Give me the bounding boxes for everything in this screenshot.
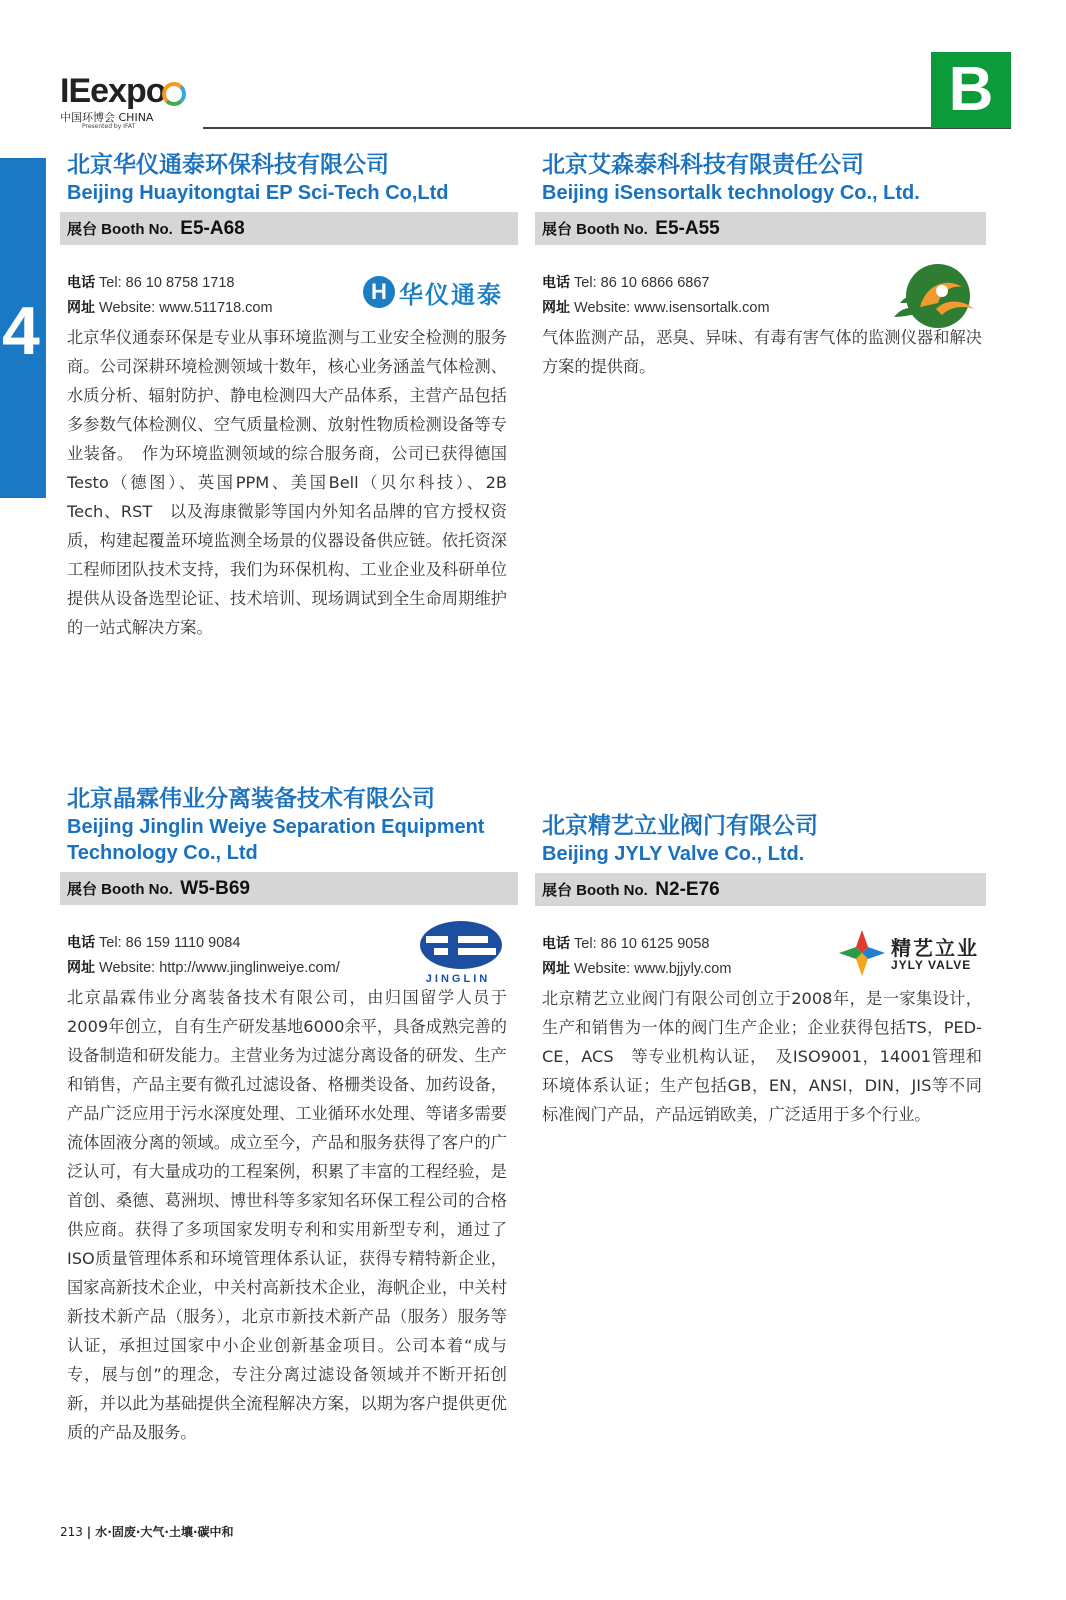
tel-row xyxy=(542,272,709,292)
exhibitor-entry-huayitongtai xyxy=(60,150,524,642)
contact-block xyxy=(535,245,986,323)
company-name-cn: 北京晶霖伟业分离装备技术有限公司 xyxy=(67,786,435,812)
company-name-en: Beijing Huayitongtai EP Sci-Tech Co,Ltd xyxy=(67,182,449,204)
booth-number: E5-A55 xyxy=(655,218,720,239)
company-description: 北京精艺立业阀门有限公司创立于2008年，是一家集设计，生产和销售为一体的阀门生产企业；企业获得包括TS，PED-CE，ACS 等专业机构认证， 及ISO9001，14001管理和环境体系认证；生产包括GB，EN，ANSI，DIN，JIS等不同标准阀门产品，产品远销欧美，广泛适用于多个行业。 xyxy=(542,989,982,1124)
tel-value: Tel: 86 10 6866 6867 xyxy=(574,275,710,291)
logo-ring-icon xyxy=(162,82,186,106)
website-row xyxy=(542,958,731,978)
company-description: 北京华仪通泰环保是专业从事环境监测与工业安全检测的服务商。公司深耕环境检测领域十数年，核心业务涵盖气体检测、水质分析、辐射防护、静电检测四大产品体系，主营产品包括多参数气体检测仪、空气质量检测、放射性物质检测设备等专业装备。 作为环境监测领域的综合服务商，公司已获得德国Testo（德图）、英国PPM、美国Bell（贝尔科技）、2B Tech、RST 以及海康微影等国内外知名品牌的官方授权资质，构建起覆盖环境监测全场景的仪器设备供应链。依托资深工程师团队技术支持，我们为环保机构、工业企业及科研单位提供从设备选型论证、技术培训、现场调试到全生命周期维护的一站式解决方案。 xyxy=(67,328,524,637)
logo-presented-by: Presented by IFAT xyxy=(82,123,136,130)
booth-number: E5-A68 xyxy=(180,218,245,239)
company-name-en: Beijing iSensortalk technology Co., Ltd. xyxy=(542,182,920,204)
company-logo xyxy=(837,928,987,978)
isensortalk-logo-icon xyxy=(890,263,980,331)
company-logo xyxy=(363,273,513,313)
booth-number: W5-B69 xyxy=(180,878,250,899)
tel-label: 电话 xyxy=(542,936,570,952)
tel-label: 电话 xyxy=(67,935,95,951)
tel-row xyxy=(67,932,240,952)
section-label: 水·固废·大气·土壤·碳中和 xyxy=(95,1525,234,1539)
section-letter-badge: B xyxy=(931,52,1011,128)
booth-label: 展台 Booth No. xyxy=(67,881,173,898)
exhibitor-entry-jyly xyxy=(535,811,986,1129)
website-label: 网址 xyxy=(542,961,570,977)
booth-bar xyxy=(535,212,986,245)
booth-label: 展台 Booth No. xyxy=(542,882,648,899)
company-name-cn: 北京艾森泰科科技有限责任公司 xyxy=(542,152,864,178)
tel-label: 电话 xyxy=(67,275,95,291)
website-row xyxy=(542,297,770,317)
page-number: 213 xyxy=(60,1525,83,1539)
website-label: 网址 xyxy=(542,300,570,316)
company-logo-text: JINGLIN xyxy=(425,973,491,985)
company-logo-en: JYLY VALVE xyxy=(891,958,972,972)
side-tab-number: 4 xyxy=(2,293,40,369)
website-link[interactable]: Website: www.bjjyly.com xyxy=(574,961,732,977)
tel-label: 电话 xyxy=(542,275,570,291)
header-divider xyxy=(203,127,1011,129)
jinglin-mark-icon xyxy=(418,919,504,971)
website-link[interactable]: Website: www.isensortalk.com xyxy=(574,300,770,316)
company-description: 气体监测产品，恶臭、异味、有毒有害气体的监测仪器和解决方案的提供商。 xyxy=(542,328,982,376)
company-name-en: Beijing Jinglin Weiye Separation Equipment Technology Co., Ltd xyxy=(67,816,485,864)
website-row xyxy=(67,957,340,977)
contact-block xyxy=(60,905,518,983)
booth-number: N2-E76 xyxy=(655,879,720,900)
booth-bar xyxy=(60,872,518,905)
iee-expo-logo xyxy=(60,72,200,132)
logo-main-text: IEexpo xyxy=(60,72,166,110)
company-logo xyxy=(418,919,504,987)
company-name-en: Beijing JYLY Valve Co., Ltd. xyxy=(542,843,805,865)
tel-value: Tel: 86 10 8758 1718 xyxy=(99,275,235,291)
contact-block xyxy=(535,906,986,984)
website-row xyxy=(67,297,273,317)
contact-block xyxy=(60,245,518,323)
jyly-diamond-icon xyxy=(837,928,887,978)
page-footer: 213 | 水·固废·大气·土壤·碳中和 xyxy=(60,1525,234,1539)
company-logo-text: 华仪通泰 xyxy=(399,281,503,309)
tel-row xyxy=(542,933,709,953)
company-name-cn: 北京华仪通泰环保科技有限公司 xyxy=(67,152,389,178)
booth-label: 展台 Booth No. xyxy=(542,221,648,238)
tel-value: Tel: 86 159 1110 9084 xyxy=(99,935,241,951)
logo-subtitle: 中国环博会 CHINA xyxy=(60,111,154,124)
exhibitor-entry-isensortalk xyxy=(535,150,986,381)
website-link[interactable]: Website: http://www.jinglinweiye.com/ xyxy=(99,960,340,976)
company-logo-cn: 精艺立业 xyxy=(891,936,979,960)
website-label: 网址 xyxy=(67,300,95,316)
exhibitor-entry-jinglin xyxy=(60,784,518,1447)
booth-label: 展台 Booth No. xyxy=(67,221,173,238)
website-link[interactable]: Website: www.511718.com xyxy=(99,300,273,316)
booth-bar xyxy=(535,873,986,906)
booth-bar xyxy=(60,212,518,245)
tel-row xyxy=(67,272,234,292)
company-description: 北京晶霖伟业分离装备技术有限公司，由归国留学人员于2009年创立，自有生产研发基地6000余平，具备成熟完善的设备制造和研发能力。主营业务为过滤分离设备的研发、生产和销售，产品主要有微孔过滤设备、格栅类设备、加药设备，产品广泛应用于污水深度处理、工业循环水处理、等诸多需要流体固液分离的领域。成立至今，产品和服务获得了客户的广泛认可，有大量成功的工程案例，积累了丰富的工程经验，是首创、桑德、葛洲坝、博世科等多家知名环保工程公司的合格供应商。获得了多项国家发明专利和实用新型专利，通过了ISO质量管理体系和环境管理体系认证，获得专精特新企业，国家高新技术企业，中关村高新技术企业，海帆企业，中关村新技术新产品（服务），北京市新技术新产品（服务）服务等认证，承担过国家中小企业创新基金项目。公司本着“成与专，展与创”的理念，专注分离过滤设备领域并不断开拓创新，并以此为基础提供全流程解决方案，以期为客户提供更优质的产品及服务。 xyxy=(67,988,507,1442)
company-name-cn: 北京精艺立业阀门有限公司 xyxy=(542,813,818,839)
huayi-mark-icon: H xyxy=(363,276,395,308)
tel-value: Tel: 86 10 6125 9058 xyxy=(574,936,710,952)
website-label: 网址 xyxy=(67,960,95,976)
